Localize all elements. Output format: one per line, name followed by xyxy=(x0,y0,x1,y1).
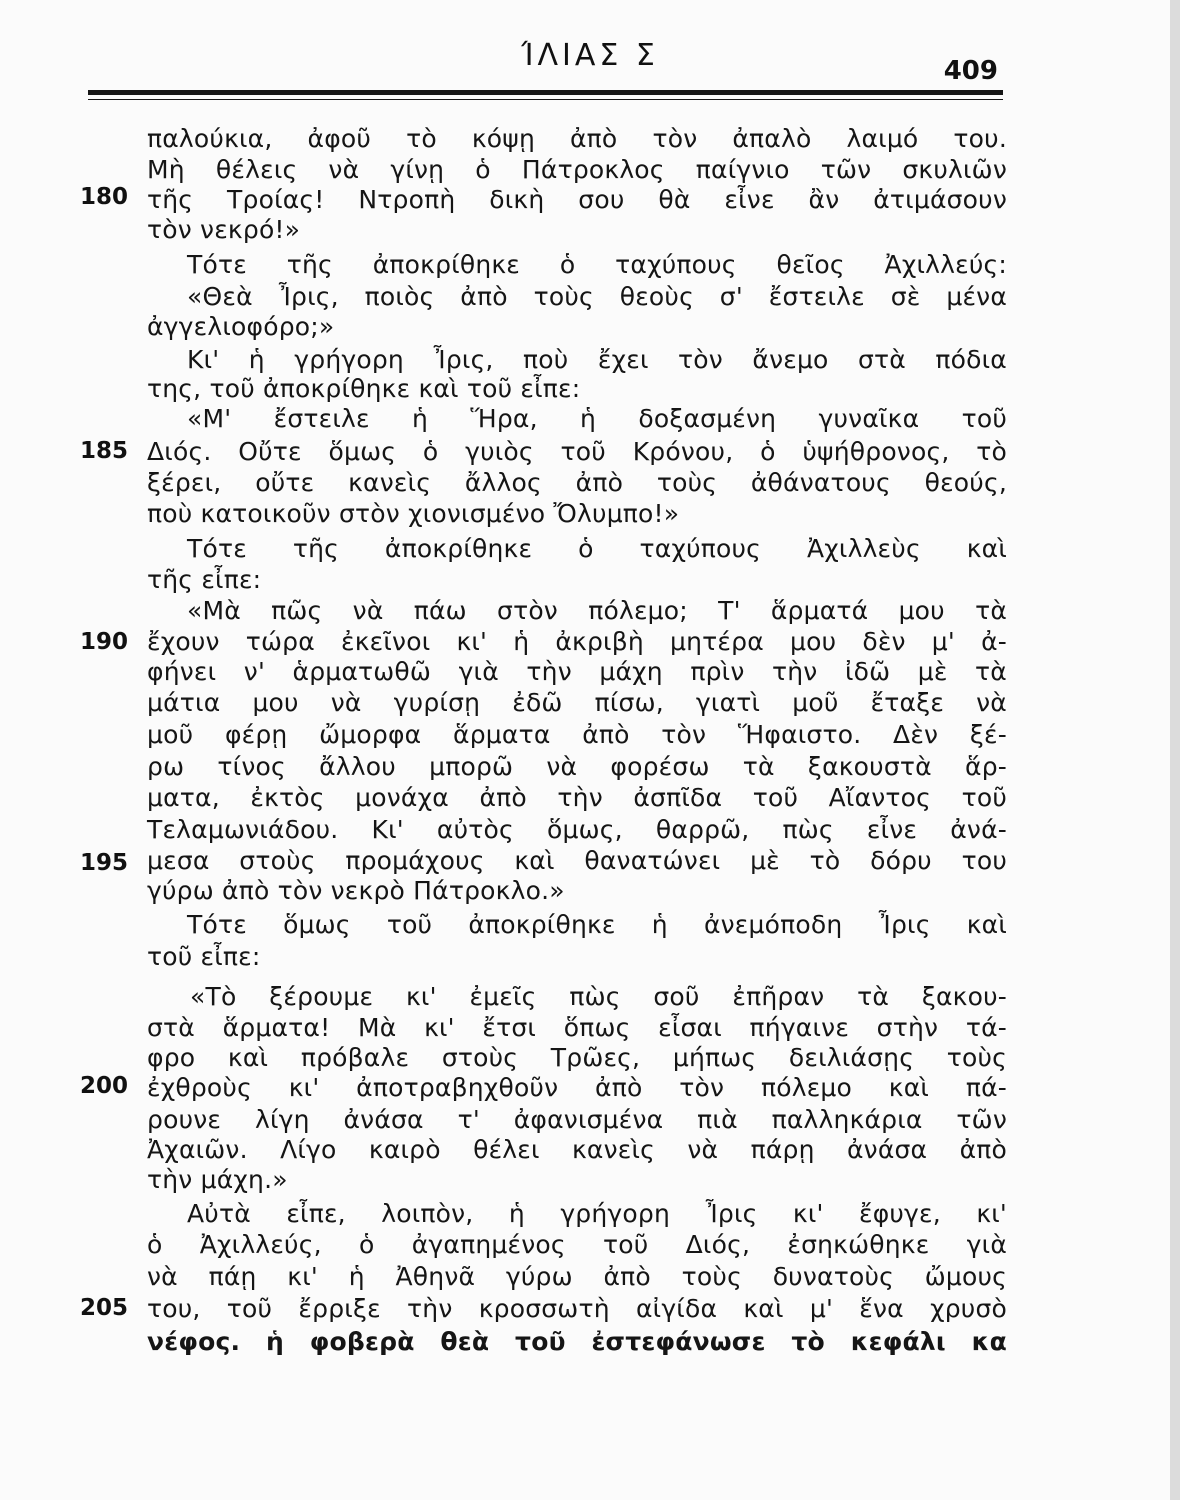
text-line: τὴν μάχη.» xyxy=(147,1165,288,1194)
text-line: γύρω ἀπὸ τὸν νεκρὸ Πάτροκλο.» xyxy=(147,876,565,905)
text-line: ματα, ἐκτὸς μονάχα ἀπὸ τὴν ἀσπῖδα τοῦ Αἴαντος τοῦ xyxy=(147,783,1007,812)
text-line: ξέρει, οὔτε κανεὶς ἄλλος ἀπὸ τοὺς ἀθάνατους θεούς, xyxy=(147,468,1007,497)
text-line: ποὺ κατοικοῦν στὸν χιονισμένο Ὄλυμπο!» xyxy=(147,499,680,528)
text-line: Τότε τῆς ἀποκρίθηκε ὁ ταχύπους Ἀχιλλεὺς καὶ xyxy=(187,534,1007,563)
text-line: τὸν νεκρό!» xyxy=(147,215,301,244)
text-line: φρο καὶ πρόβαλε στοὺς Τρῶες, μήπως δειλιάσῃς τοὺς xyxy=(147,1043,1007,1072)
text-line: Τελαμωνιάδου. Κι' αὐτὸς ὅμως, θαρρῶ, πὼς εἶνε ἀνά- xyxy=(147,815,1007,844)
verse-number: 190 xyxy=(80,629,129,655)
text-line: τῆς εἶπε: xyxy=(147,565,262,594)
text-line: Διός. Οὔτε ὅμως ὁ γυιὸς τοῦ Κρόνου, ὁ ὑψήθρονος, τὸ xyxy=(147,437,1007,466)
verse-number: 200 xyxy=(80,1073,129,1099)
text-line: φήνει ν' ἁρματωθῶ γιὰ τὴν μάχη πρὶν τὴν ἰδῶ μὲ τὰ xyxy=(147,657,1007,686)
text-line: ρω τίνος ἄλλου μπορῶ νὰ φορέσω τὰ ξακουστὰ ἅρ- xyxy=(147,752,1007,781)
verse-number: 205 xyxy=(80,1295,129,1321)
header-rule-thin xyxy=(88,99,1003,100)
text-line: Ἀχαιῶν. Λίγο καιρὸ θέλει κανεὶς νὰ πάρῃ ἀνάσα ἀπὸ xyxy=(147,1135,1007,1164)
text-line: νὰ πάῃ κι' ἡ Ἀθηνᾶ γύρω ἀπὸ τοὺς δυνατοὺς ὤμους xyxy=(147,1262,1007,1291)
text-line: Τότε ὅμως τοῦ ἀποκρίθηκε ἡ ἀνεμόποδη Ἶρις καὶ xyxy=(187,910,1007,939)
text-line: παλούκια, ἀφοῦ τὸ κόψῃ ἀπὸ τὸν ἀπαλὸ λαιμό του. xyxy=(147,124,1007,153)
text-line: του, τοῦ ἔρριξε τὴν κροσσωτὴ αἰγίδα καὶ μ' ἕνα χρυσὸ xyxy=(147,1294,1007,1323)
text-line: μάτια μου νὰ γυρίσῃ ἐδῶ πίσω, γιατὶ μοῦ ἔταξε νὰ xyxy=(147,688,1007,717)
text-line: ἐχθροὺς κι' ἀποτραβηχθοῦν ἀπὸ τὸν πόλεμο καὶ πά- xyxy=(147,1073,1007,1102)
text-line: Μὴ θέλεις νὰ γίνῃ ὁ Πάτροκλος παίγνιο τῶν σκυλιῶν xyxy=(147,155,1007,184)
text-line: ρουνε λίγη ἀνάσα τ' ἀφανισμένα πιὰ παλληκάρια τῶν xyxy=(147,1105,1007,1134)
text-line: Τότε τῆς ἀποκρίθηκε ὁ ταχύπους θεῖος Ἀχιλλεύς: xyxy=(187,250,1007,279)
running-header-title: ΊΛΙΑΣ Σ xyxy=(521,38,659,73)
verse-number: 180 xyxy=(80,184,129,210)
text-line: ἀγγελιοφόρο;» xyxy=(147,312,335,341)
text-line: στὰ ἅρματα! Μὰ κι' ἔτσι ὅπως εἶσαι πήγαινε στὴν τά- xyxy=(147,1013,1007,1042)
text-line: μεσα στοὺς προμάχους καὶ θανατώνει μὲ τὸ δόρυ του xyxy=(147,846,1007,875)
text-line: «Τὸ ξέρουμε κι' ἐμεῖς πὼς σοῦ ἐπῆραν τὰ ξακου- xyxy=(190,982,1007,1011)
verse-number: 195 xyxy=(80,850,129,876)
text-line: «Μὰ πῶς νὰ πάω στὸν πόλεμο; Τ' ἅρματά μου τὰ xyxy=(187,596,1007,625)
text-line: «Μ' ἔστειλε ἡ Ἥρα, ἡ δοξασμένη γυναῖκα τοῦ xyxy=(187,404,1007,433)
text-line: Κι' ἡ γρήγορη Ἶρις, ποὺ ἔχει τὸν ἄνεμο στὰ πόδια xyxy=(187,345,1007,374)
text-line: τοῦ εἶπε: xyxy=(147,942,261,971)
page-number: 409 xyxy=(943,56,998,86)
text-line: νέφος. ἡ φοβερὰ θεὰ τοῦ ἐστεφάνωσε τὸ κεφάλι κα xyxy=(147,1327,1007,1356)
text-line: Αὐτὰ εἶπε, λοιπὸν, ἡ γρήγορη Ἶρις κι' ἔφυγε, κι' xyxy=(187,1199,1007,1228)
text-line: της, τοῦ ἀποκρίθηκε καὶ τοῦ εἶπε: xyxy=(147,374,581,403)
text-line: ὁ Ἀχιλλεύς, ὁ ἀγαπημένος τοῦ Διός, ἐσηκώθηκε γιὰ xyxy=(147,1230,1007,1259)
verse-number: 185 xyxy=(80,438,129,464)
page-edge-shadow xyxy=(1170,0,1180,1500)
text-line: τῆς Τροίας! Ντροπὴ δικὴ σου θὰ εἶνε ἂν ἀτιμάσουν xyxy=(147,185,1007,214)
header-rule xyxy=(88,90,1003,95)
text-line: «Θεὰ Ἶρις, ποιὸς ἀπὸ τοὺς θεοὺς σ' ἔστειλε σὲ μένα xyxy=(187,282,1007,311)
text-line: ἔχουν τώρα ἐκεῖνοι κι' ἡ ἀκριβὴ μητέρα μου δὲν μ' ἀ- xyxy=(147,627,1007,656)
text-line: μοῦ φέρῃ ὤμορφα ἅρματα ἀπὸ τὸν Ἥφαιστο. Δὲν ξέ- xyxy=(147,720,1007,749)
